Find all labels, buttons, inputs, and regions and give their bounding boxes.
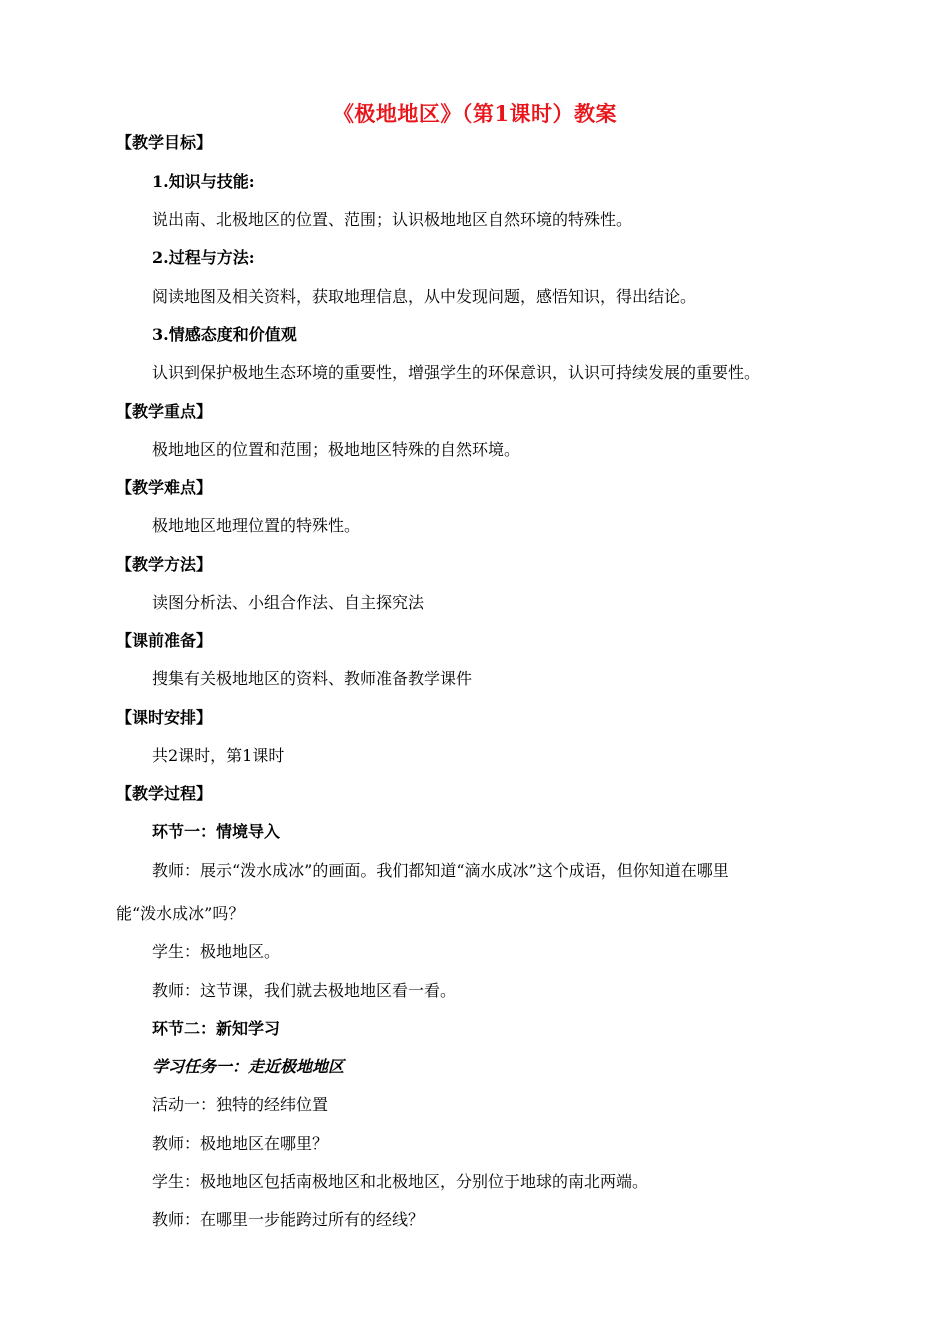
preparation-heading: 【课前准备】 bbox=[116, 631, 213, 650]
preparation-text: 搜集有关极地地区的资料、教师准备教学课件 bbox=[152, 669, 473, 688]
stage-1-heading: 环节一：情境导入 bbox=[152, 822, 281, 841]
goal-2-text: 阅读地图及相关资料，获取地理信息，从中发现问题，感悟知识，得出结论。 bbox=[152, 287, 697, 306]
schedule-text: 共2课时，第1课时 bbox=[152, 746, 285, 765]
goal-3-label: 3.情感态度和价值观 bbox=[152, 325, 297, 344]
stage-2-heading: 环节二：新知学习 bbox=[152, 1019, 281, 1038]
document-title: 《极地地区》（第1课时）教案 bbox=[332, 101, 618, 126]
difficulties-text: 极地地区地理位置的特殊性。 bbox=[152, 516, 361, 535]
methods-text: 读图分析法、小组合作法、自主探究法 bbox=[152, 593, 425, 612]
paragraph-1-line-2: 能“泼水成冰”吗？ bbox=[116, 904, 245, 923]
difficulties-heading: 【教学难点】 bbox=[116, 478, 213, 497]
goal-1-label: 1.知识与技能: bbox=[152, 172, 255, 191]
goal-2-label: 2.过程与方法: bbox=[152, 248, 255, 267]
paragraph-4: 教师：极地地区在哪里？ bbox=[152, 1134, 329, 1153]
key-points-text: 极地地区的位置和范围；极地地区特殊的自然环境。 bbox=[152, 440, 521, 459]
process-heading: 【教学过程】 bbox=[116, 784, 213, 803]
goals-heading: 【教学目标】 bbox=[116, 133, 213, 152]
goal-1-text: 说出南、北极地区的位置、范围；认识极地地区自然环境的特殊性。 bbox=[152, 210, 633, 229]
paragraph-6: 教师：在哪里一步能跨过所有的经线？ bbox=[152, 1210, 425, 1229]
paragraph-5: 学生：极地地区包括南极地区和北极地区，分别位于地球的南北两端。 bbox=[152, 1172, 649, 1191]
goal-3-text: 认识到保护极地生态环境的重要性，增强学生的环保意识，认识可持续发展的重要性。 bbox=[152, 363, 761, 382]
task-1-heading: 学习任务一：走近极地地区 bbox=[152, 1057, 345, 1076]
methods-heading: 【教学方法】 bbox=[116, 555, 213, 574]
paragraph-2: 学生：极地地区。 bbox=[152, 942, 281, 961]
activity-1-heading: 活动一：独特的经纬位置 bbox=[152, 1095, 329, 1114]
key-points-heading: 【教学重点】 bbox=[116, 402, 213, 421]
schedule-heading: 【课时安排】 bbox=[116, 708, 213, 727]
paragraph-3: 教师：这节课，我们就去极地地区看一看。 bbox=[152, 981, 457, 1000]
paragraph-1-line-1: 教师：展示“泼水成冰”的画面。我们都知道“滴水成冰”这个成语，但你知道在哪里 bbox=[152, 861, 729, 880]
